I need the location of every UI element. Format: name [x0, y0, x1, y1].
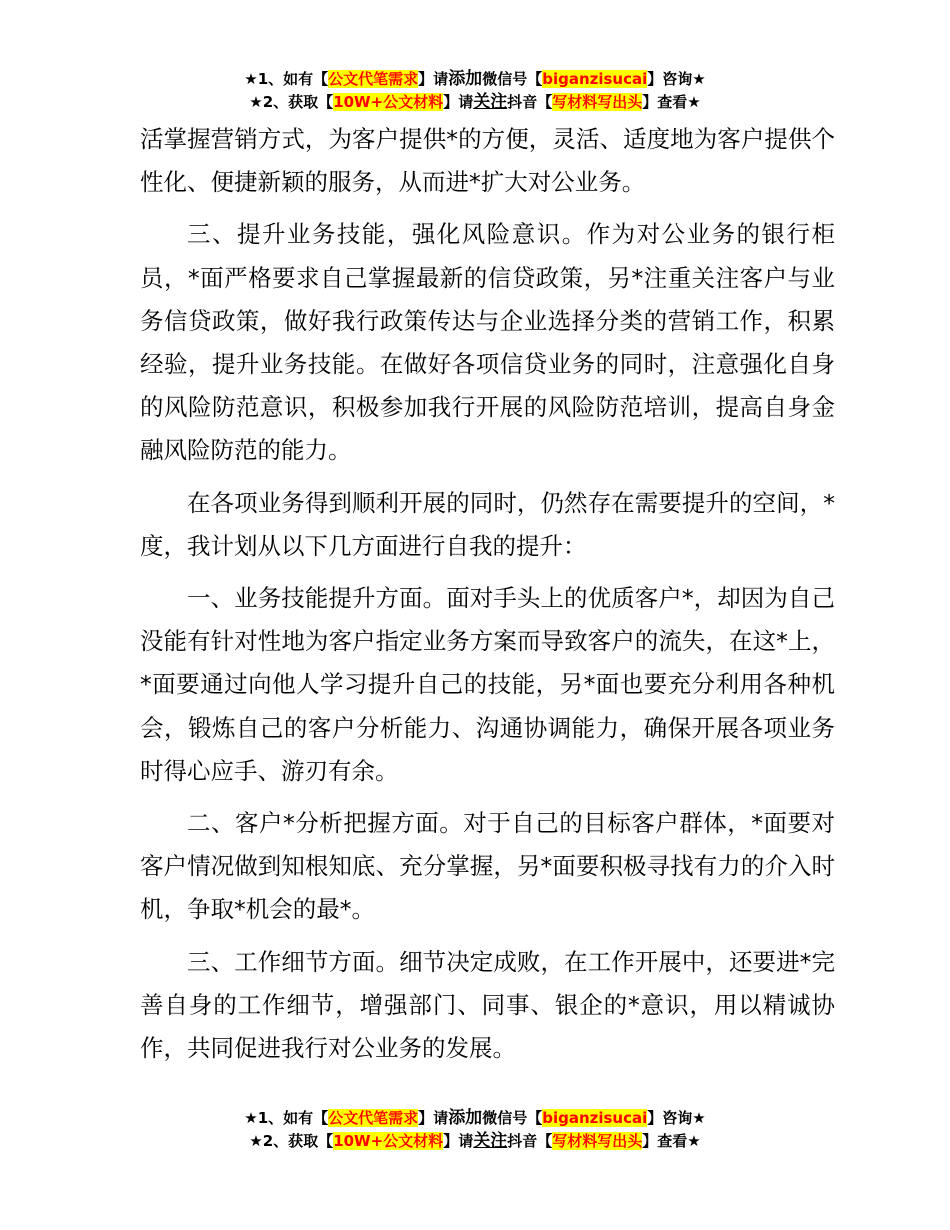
banner-line-1 [0, 1107, 950, 1130]
banner-text: 微信号【 [482, 1109, 543, 1127]
highlight-service: 公文代笔需求 [328, 70, 419, 88]
banner-text: ★2、获取【 [249, 1132, 334, 1150]
header-banner [0, 68, 950, 114]
banner-emphasis: 关注 [473, 92, 508, 112]
banner-text: ★2、获取【 [249, 93, 334, 111]
highlight-douyin-account: 写材料写出头 [552, 93, 643, 111]
banner-text: 】请 [418, 1109, 449, 1127]
banner-emphasis: 添加 [448, 1108, 483, 1128]
highlight-wechat-id: biganzisucai [542, 70, 648, 88]
paragraph-improvement-intro: 在各项业务得到顺利开展的同时，仍然存在需要提升的空间，*度，我计划从以下几方面进行自我的提升： [140, 488, 835, 560]
highlight-service: 公文代笔需求 [328, 1109, 419, 1127]
banner-text: 】查看★ [642, 1132, 701, 1150]
banner-text: ★1、如有【 [244, 1109, 329, 1127]
banner-text: 】咨询★ [647, 70, 706, 88]
banner-text: 抖音【 [507, 1132, 553, 1150]
highlight-materials: 10W+公文材料 [333, 1132, 444, 1150]
banner-text: 】查看★ [642, 93, 701, 111]
highlight-wechat-id: biganzisucai [542, 1109, 648, 1127]
banner-text: 微信号【 [482, 70, 543, 88]
paragraph-skills: 一、业务技能提升方面。面对手头上的优质客户*，却因为自己没能有针对性地为客户指定业务方案而导致客户的流失，在这*上，*面要通过向他人学习提升自己的技能，另*面也要充分利用各种机会，锻炼自己的客户分析能力、沟通协调能力，确保开展各项业务时得心应手、游刃有余。 [140, 584, 835, 785]
banner-text: 】请 [418, 70, 449, 88]
banner-text: ★1、如有【 [244, 70, 329, 88]
footer-banner [0, 1107, 950, 1153]
banner-line-2 [0, 91, 950, 114]
highlight-douyin-account: 写材料写出头 [552, 1132, 643, 1150]
paragraph-work-details: 三、工作细节方面。细节决定成败，在工作开展中，还要进*完善自身的工作细节，增强部门、同事、银企的*意识，用以精诚协作，共同促进我行对公业务的发展。 [140, 947, 835, 1063]
paragraph-customer-analysis: 二、客户*分析把握方面。对于自己的目标客户群体，*面要对客户情况做到知根知底、充分掌握，另*面要积极寻找有力的介入时机，争取*机会的最*。 [140, 809, 835, 924]
banner-text: 】咨询★ [647, 1109, 706, 1127]
paragraph-continuation: 活掌握营销方式，为客户提供*的方便，灵活、适度地为客户提供个性化、便捷新颖的服务，从而进*扩大对公业务。 [140, 125, 835, 197]
banner-emphasis: 添加 [448, 69, 483, 89]
document-body [140, 118, 835, 1070]
banner-text: 】请 [443, 1132, 474, 1150]
banner-line-2 [0, 1130, 950, 1153]
banner-emphasis: 关注 [473, 1131, 508, 1151]
banner-line-1 [0, 68, 950, 91]
banner-text: 抖音【 [507, 93, 553, 111]
paragraph-risk-awareness: 三、提升业务技能，强化风险意识。作为对公业务的银行柜员，*面严格要求自己掌握最新的信贷政策，另*注重关注客户与业务信贷政策，做好我行政策传达与企业选择分类的营销工作，积累经验，提升业务技能。在做好各项信贷业务的同时，注意强化自身的风险防范意识，积极参加我行开展的风险防范培训，提高自身金融风险防范的能力。 [140, 220, 835, 465]
highlight-materials: 10W+公文材料 [333, 93, 444, 111]
banner-text: 】请 [443, 93, 474, 111]
